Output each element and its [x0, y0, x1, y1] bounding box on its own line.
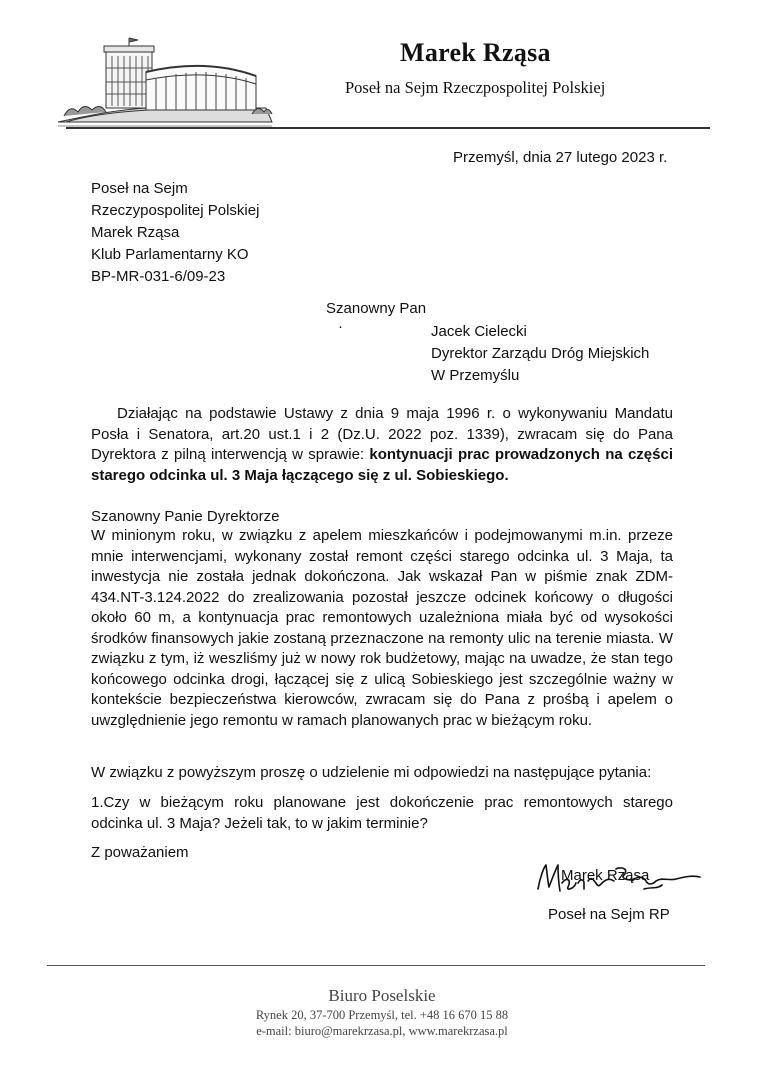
stray-dot: · — [338, 318, 343, 335]
sender-reference: BP-MR-031-6/09-23 — [91, 268, 226, 285]
handwritten-signature — [534, 859, 704, 901]
letter-date: Przemyśl, dnia 27 lutego 2023 r. — [453, 149, 668, 166]
question-1: 1.Czy w bieżącym roku planowane jest dokończenie prac remontowych starego odcinka ul. 3 Maja? Jeżeli tak, to w jakim terminie? — [91, 794, 673, 832]
sender-line: Klub Parlamentarny KO — [91, 246, 249, 263]
sejm-building-icon — [56, 36, 276, 132]
footer-address: Rynek 20, 37-700 Przemyśl, tel. +48 16 670 15 88 — [255, 1008, 509, 1022]
header-name: Marek Rząsa — [400, 38, 551, 67]
recipient-position: Dyrektor Zarządu Dróg Miejskich — [431, 345, 650, 362]
sender-line: Rzeczypospolitej Polskiej — [91, 202, 260, 219]
recipient-block — [431, 321, 649, 387]
intro-text: Działając na podstawie Ustawy z dnia 9 maja 1996 r. o wykonywaniu Mandatu Posła i Senatora, art.20 ust.1 i 2 (Dz.U. 2022 poz. 1339), zwracam się do Pana Dyrektora z pilną interwencją w sprawie: — [91, 405, 673, 463]
signature-role: Poseł na Sejm RP — [548, 906, 670, 923]
questions-intro: W związku z powyższym proszę o udzielenie mi odpowiedzi na następujące pytania: — [91, 764, 652, 781]
header-divider — [66, 127, 710, 129]
salutation: Szanowny Panie Dyrektorze — [91, 508, 280, 525]
signature-name: Marek Rząsa — [561, 867, 650, 884]
main-paragraph: W minionym roku, w związku z apelem mieszkańców i podejmowanymi m.in. przeze mnie interwencjami, wykonany został remont części starego odcinka ul. 3 Maja, ta inwestycja nie została jednak dokończona. Jak wskazał Pan w piśmie znak ZDM-434.NT-3.124.2022 do zrealizowania pozostał jeszcze odcinek końcowy o długości około 60 m, a kontynuacja prac remontowych uzależniona miała być od wysokości środków finansowych jakie zostaną przeznaczone na remonty ulic na terenie miasta. W związku z tym, iż weszliśmy już w nowy rok budżetowy, mając na uwadze, że stan tego końcowego odcinka drogi, łączącej się z ulicą Sobieskiego jest szczególnie ważny w kontekście bezpieczeństwa kierowców, zwracam się do Pana z prośbą i apelem o uwzględnienie jego remontu w ramach planowanych prac w bieżącym roku. — [91, 527, 673, 729]
footer-divider — [47, 965, 705, 966]
footer-contact: e-mail: biuro@marekrzasa.pl, www.marekrzasa.pl — [256, 1024, 508, 1038]
intro-subject: kontynuacji prac prowadzonych na części starego odcinka ul. 3 Maja łączącego się z ul. Sobieskiego. — [91, 446, 673, 484]
header-title: Poseł na Sejm Rzeczpospolitej Polskiej — [345, 78, 606, 97]
footer-title: Biuro Poselskie — [328, 986, 436, 1005]
recipient-city: W Przemyślu — [431, 367, 520, 384]
sender-line: Poseł na Sejm — [91, 180, 188, 197]
recipient-name: Jacek Cielecki — [431, 323, 527, 340]
intro-paragraph — [91, 404, 673, 486]
sender-block — [91, 178, 259, 288]
sender-line: Marek Rząsa — [91, 224, 180, 241]
addressee-greeting: Szanowny Pan — [326, 300, 427, 317]
closing: Z poważaniem — [91, 844, 189, 861]
